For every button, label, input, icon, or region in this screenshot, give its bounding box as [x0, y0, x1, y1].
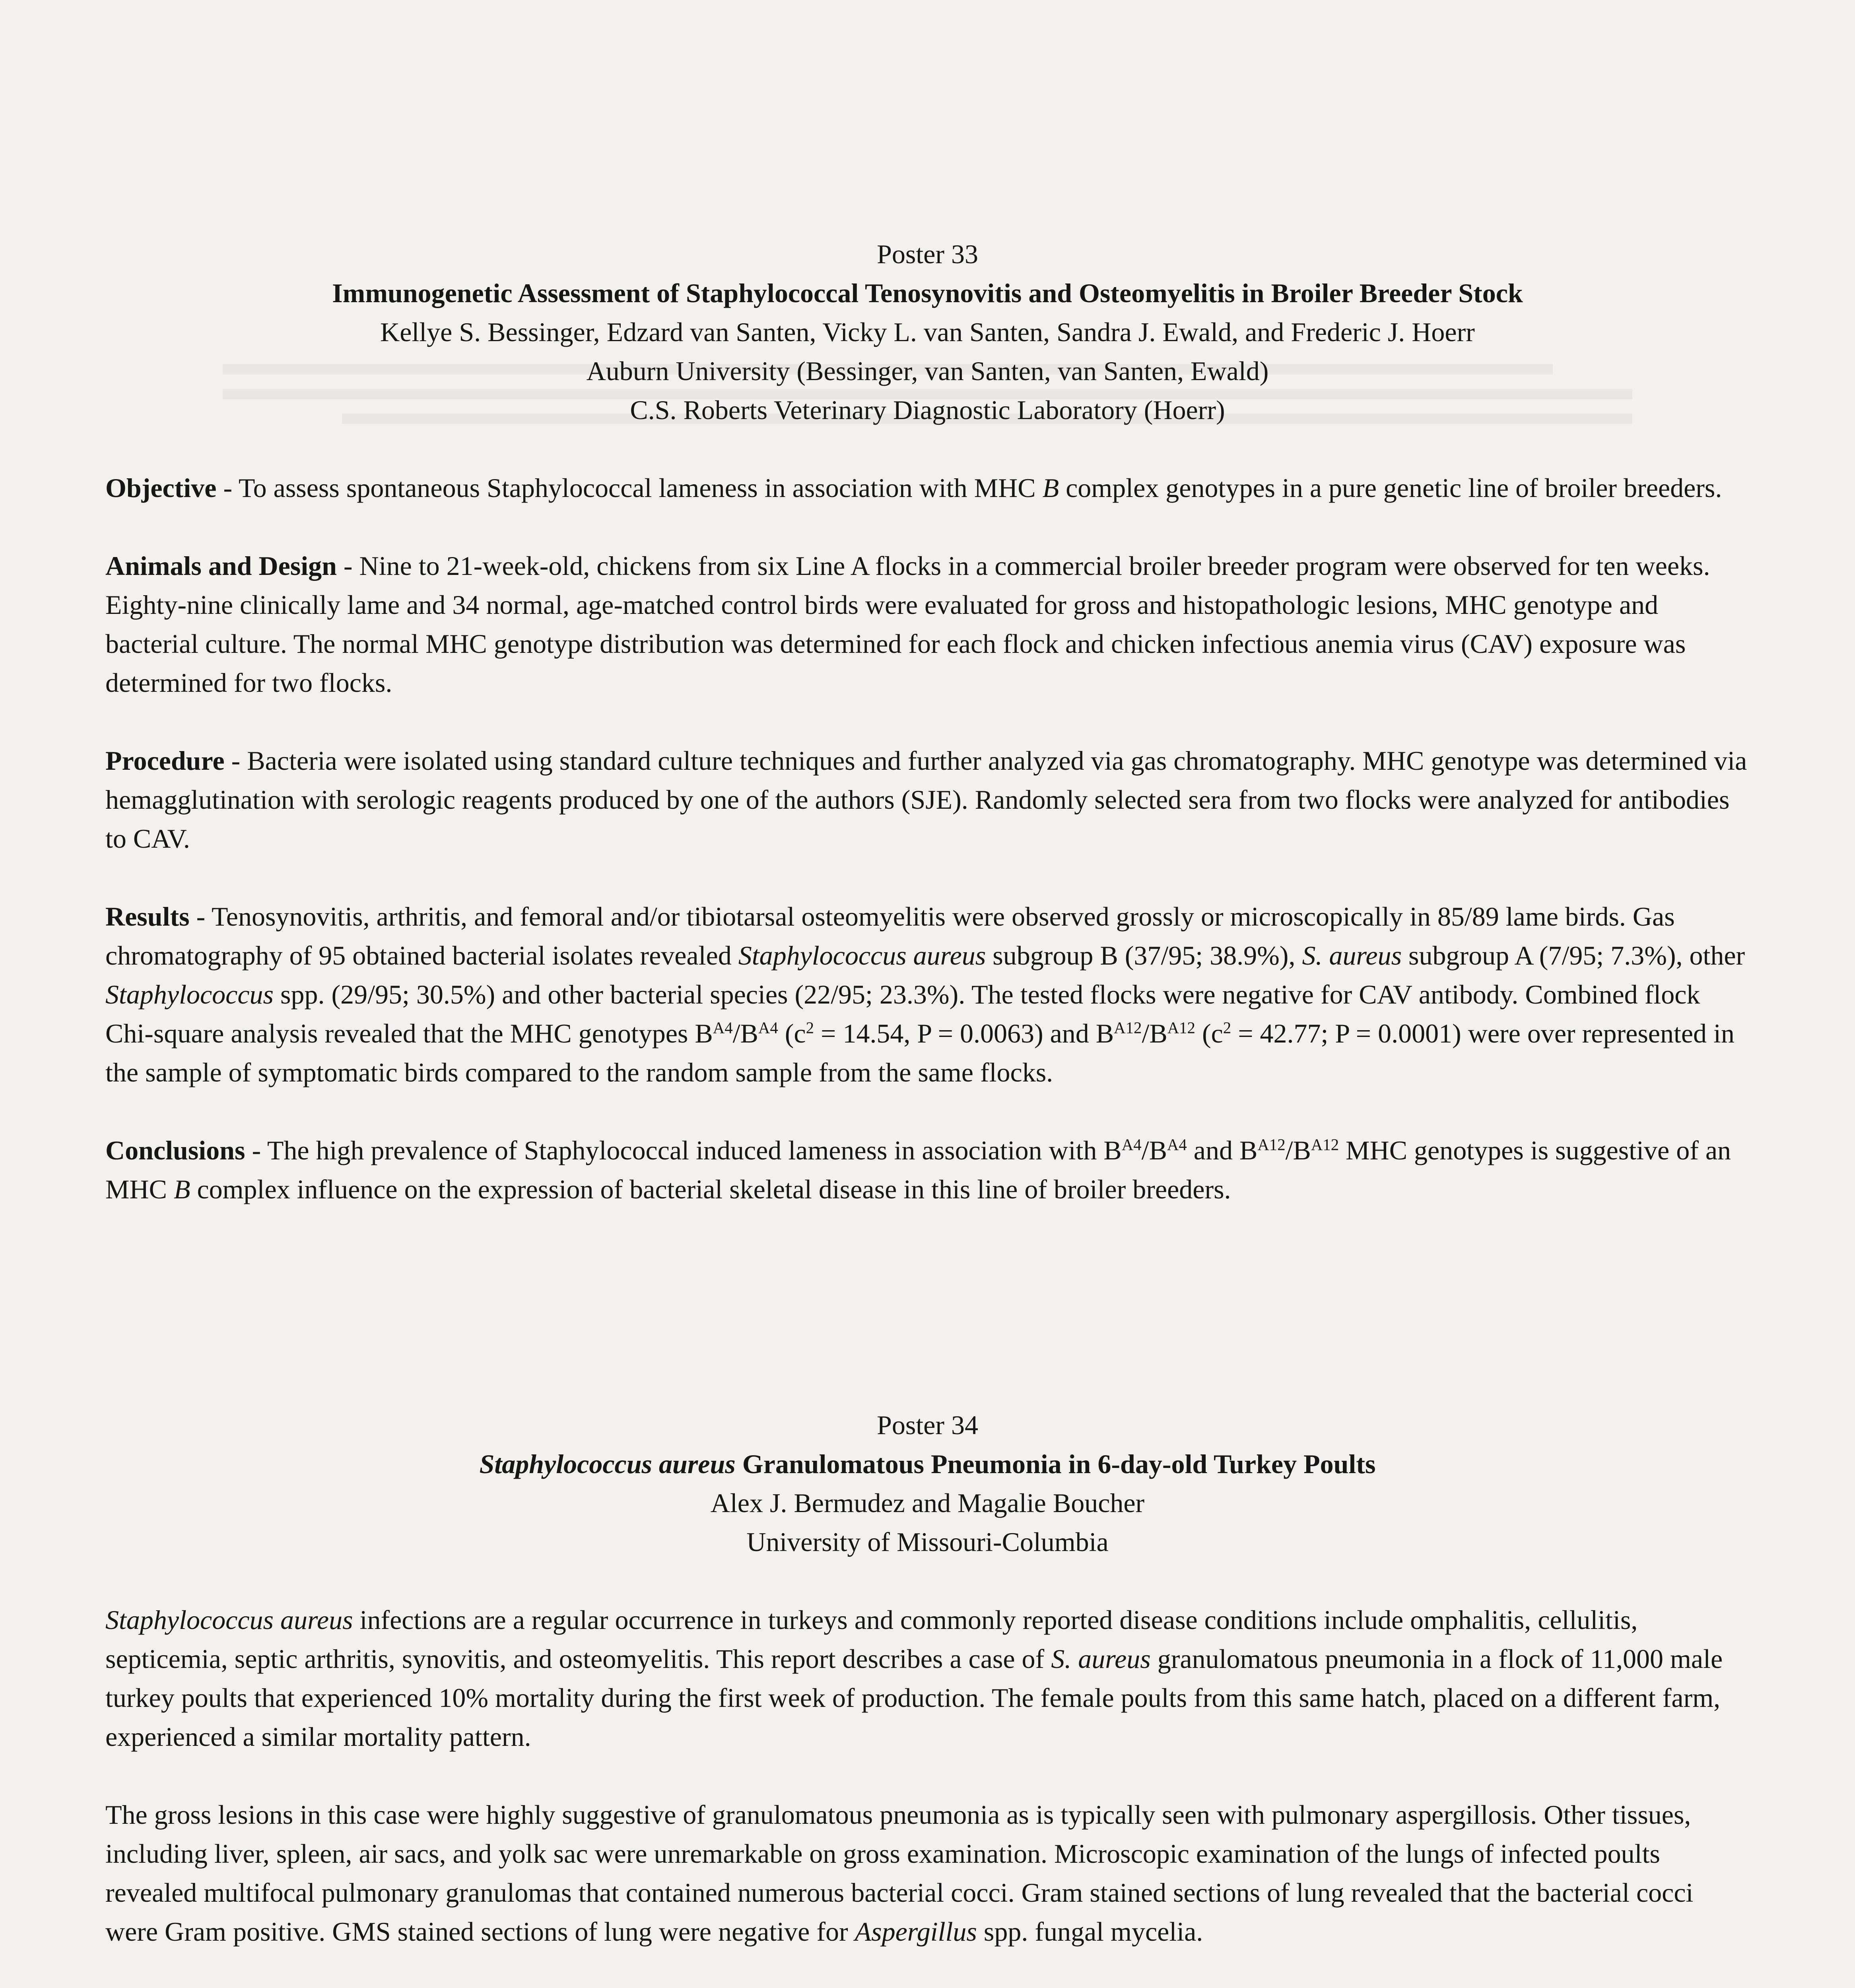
results-paragraph: Results - Tenosynovitis, arthritis, and femoral and/or tibiotarsal osteomyelitis were observed grossly or microscopically in 85/89 lame birds. Gas chromatography of 95 obtained bacterial isolates revealed Staphylococcus aureus subgroup B (37/95; 38.9%), S. aureus subgroup A (7/95; 7.3%), other Staphylococcus spp. (29/95; 30.5%) and other bacterial species (22/95; 23.3%). The tested flocks were negative for CAV antibody. Combined flock Chi-square analysis revealed that the MHC genotypes $B^{A4}/B^{A4}$ ($c^2 = 14.54$, P = 0.0063) and $B^{A12}/B^{A12}$ ($c^2 = 42.77$; P = 0.0001) were over represented in the sample of symptomatic birds compared to the random sample from the same flocks.	[105, 901, 1745, 1087]
poster-34-section	[105, 1406, 1750, 1988]
poster-33-label: Poster 33	[877, 239, 978, 269]
poster-34-paragraph-2: The gross lesions in this case were highly suggestive of granulomatous pneumonia as is typically seen with pulmonary aspergillosis. Other tissues, including liver, spleen, air sacs, and yolk sac were unremarkable on gross examination. Microscopic examination of the lungs of infected poults revealed multifocal pulmonary granulomas that contained numerous bacterial cocci. Gram stained sections of lung revealed that the bacterial cocci were Gram positive. GMS stained sections of lung were negative for Aspergillus spp. fungal mycelia.	[105, 1800, 1694, 1947]
poster-34-affiliation: University of Missouri-Columbia	[746, 1527, 1109, 1557]
poster-33-title: Immunogenetic Assessment of Staphylococcal Tenosynovitis and Osteomyelitis in Broiler Breeder Stock	[332, 278, 1523, 308]
poster-34-title: Staphylococcus aureus Granulomatous Pneumonia in 6-day-old Turkey Poults	[479, 1449, 1376, 1479]
poster-34-label: Poster 34	[877, 1410, 978, 1440]
poster-33-affiliation-2: C.S. Roberts Veterinary Diagnostic Laboratory (Hoerr)	[630, 395, 1225, 425]
procedure-paragraph: Procedure - Bacteria were isolated using standard culture techniques and further analyzed via gas chromatography. MHC genotype was determined via hemagglutination with serologic reagents produced by one of the authors (SJE). Randomly selected sera from two flocks were analyzed for antibodies to CAV.	[105, 746, 1747, 854]
poster-33-authors: Kellye S. Bessinger, Edzard van Santen, Vicky L. van Santen, Sandra J. Ewald, and Frederic J. Hoerr	[380, 317, 1475, 347]
poster-34-authors: Alex J. Bermudez and Magalie Boucher	[710, 1488, 1145, 1518]
poster-33-affiliation-1: Auburn University (Bessinger, van Santen, van Santen, Ewald)	[586, 356, 1269, 386]
conclusions-paragraph: Conclusions - The high prevalence of Staphylococcal induced lameness in association with $B^{A4}/B^{A4}$ and $B^{A12}/B^{A12}$ MHC genotypes is suggestive of an MHC B complex influence on the expression of bacterial skeletal disease in this line of broiler breeders.	[105, 1135, 1731, 1204]
animals-and-design-paragraph: Animals and Design - Nine to 21-week-old, chickens from six Line A flocks in a commercial broiler breeder program were observed for ten weeks. Eighty-nine clinically lame and 34 normal, age-matched control birds were evaluated for gross and histopathologic lesions, MHC genotype and bacterial culture. The normal MHC genotype distribution was determined for each flock and chicken infectious anemia virus (CAV) exposure was determined for two flocks.	[105, 551, 1710, 698]
poster-34-paragraph-1: Staphylococcus aureus infections are a regular occurrence in turkeys and commonly reported disease conditions include omphalitis, cellulitis, septicemia, septic arthritis, synovitis, and osteomyelitis. This report describes a case of S. aureus granulomatous pneumonia in a flock of 11,000 male turkey poults that experienced 10% mortality during the first week of production. The female poults from this same hatch, placed on a different farm, experienced a similar mortality pattern.	[105, 1605, 1723, 1752]
poster-33-section	[105, 235, 1750, 1209]
objective-paragraph: Objective - To assess spontaneous Staphylococcal lameness in association with MHC B complex genotypes in a pure genetic line of broiler breeders.	[105, 473, 1722, 503]
